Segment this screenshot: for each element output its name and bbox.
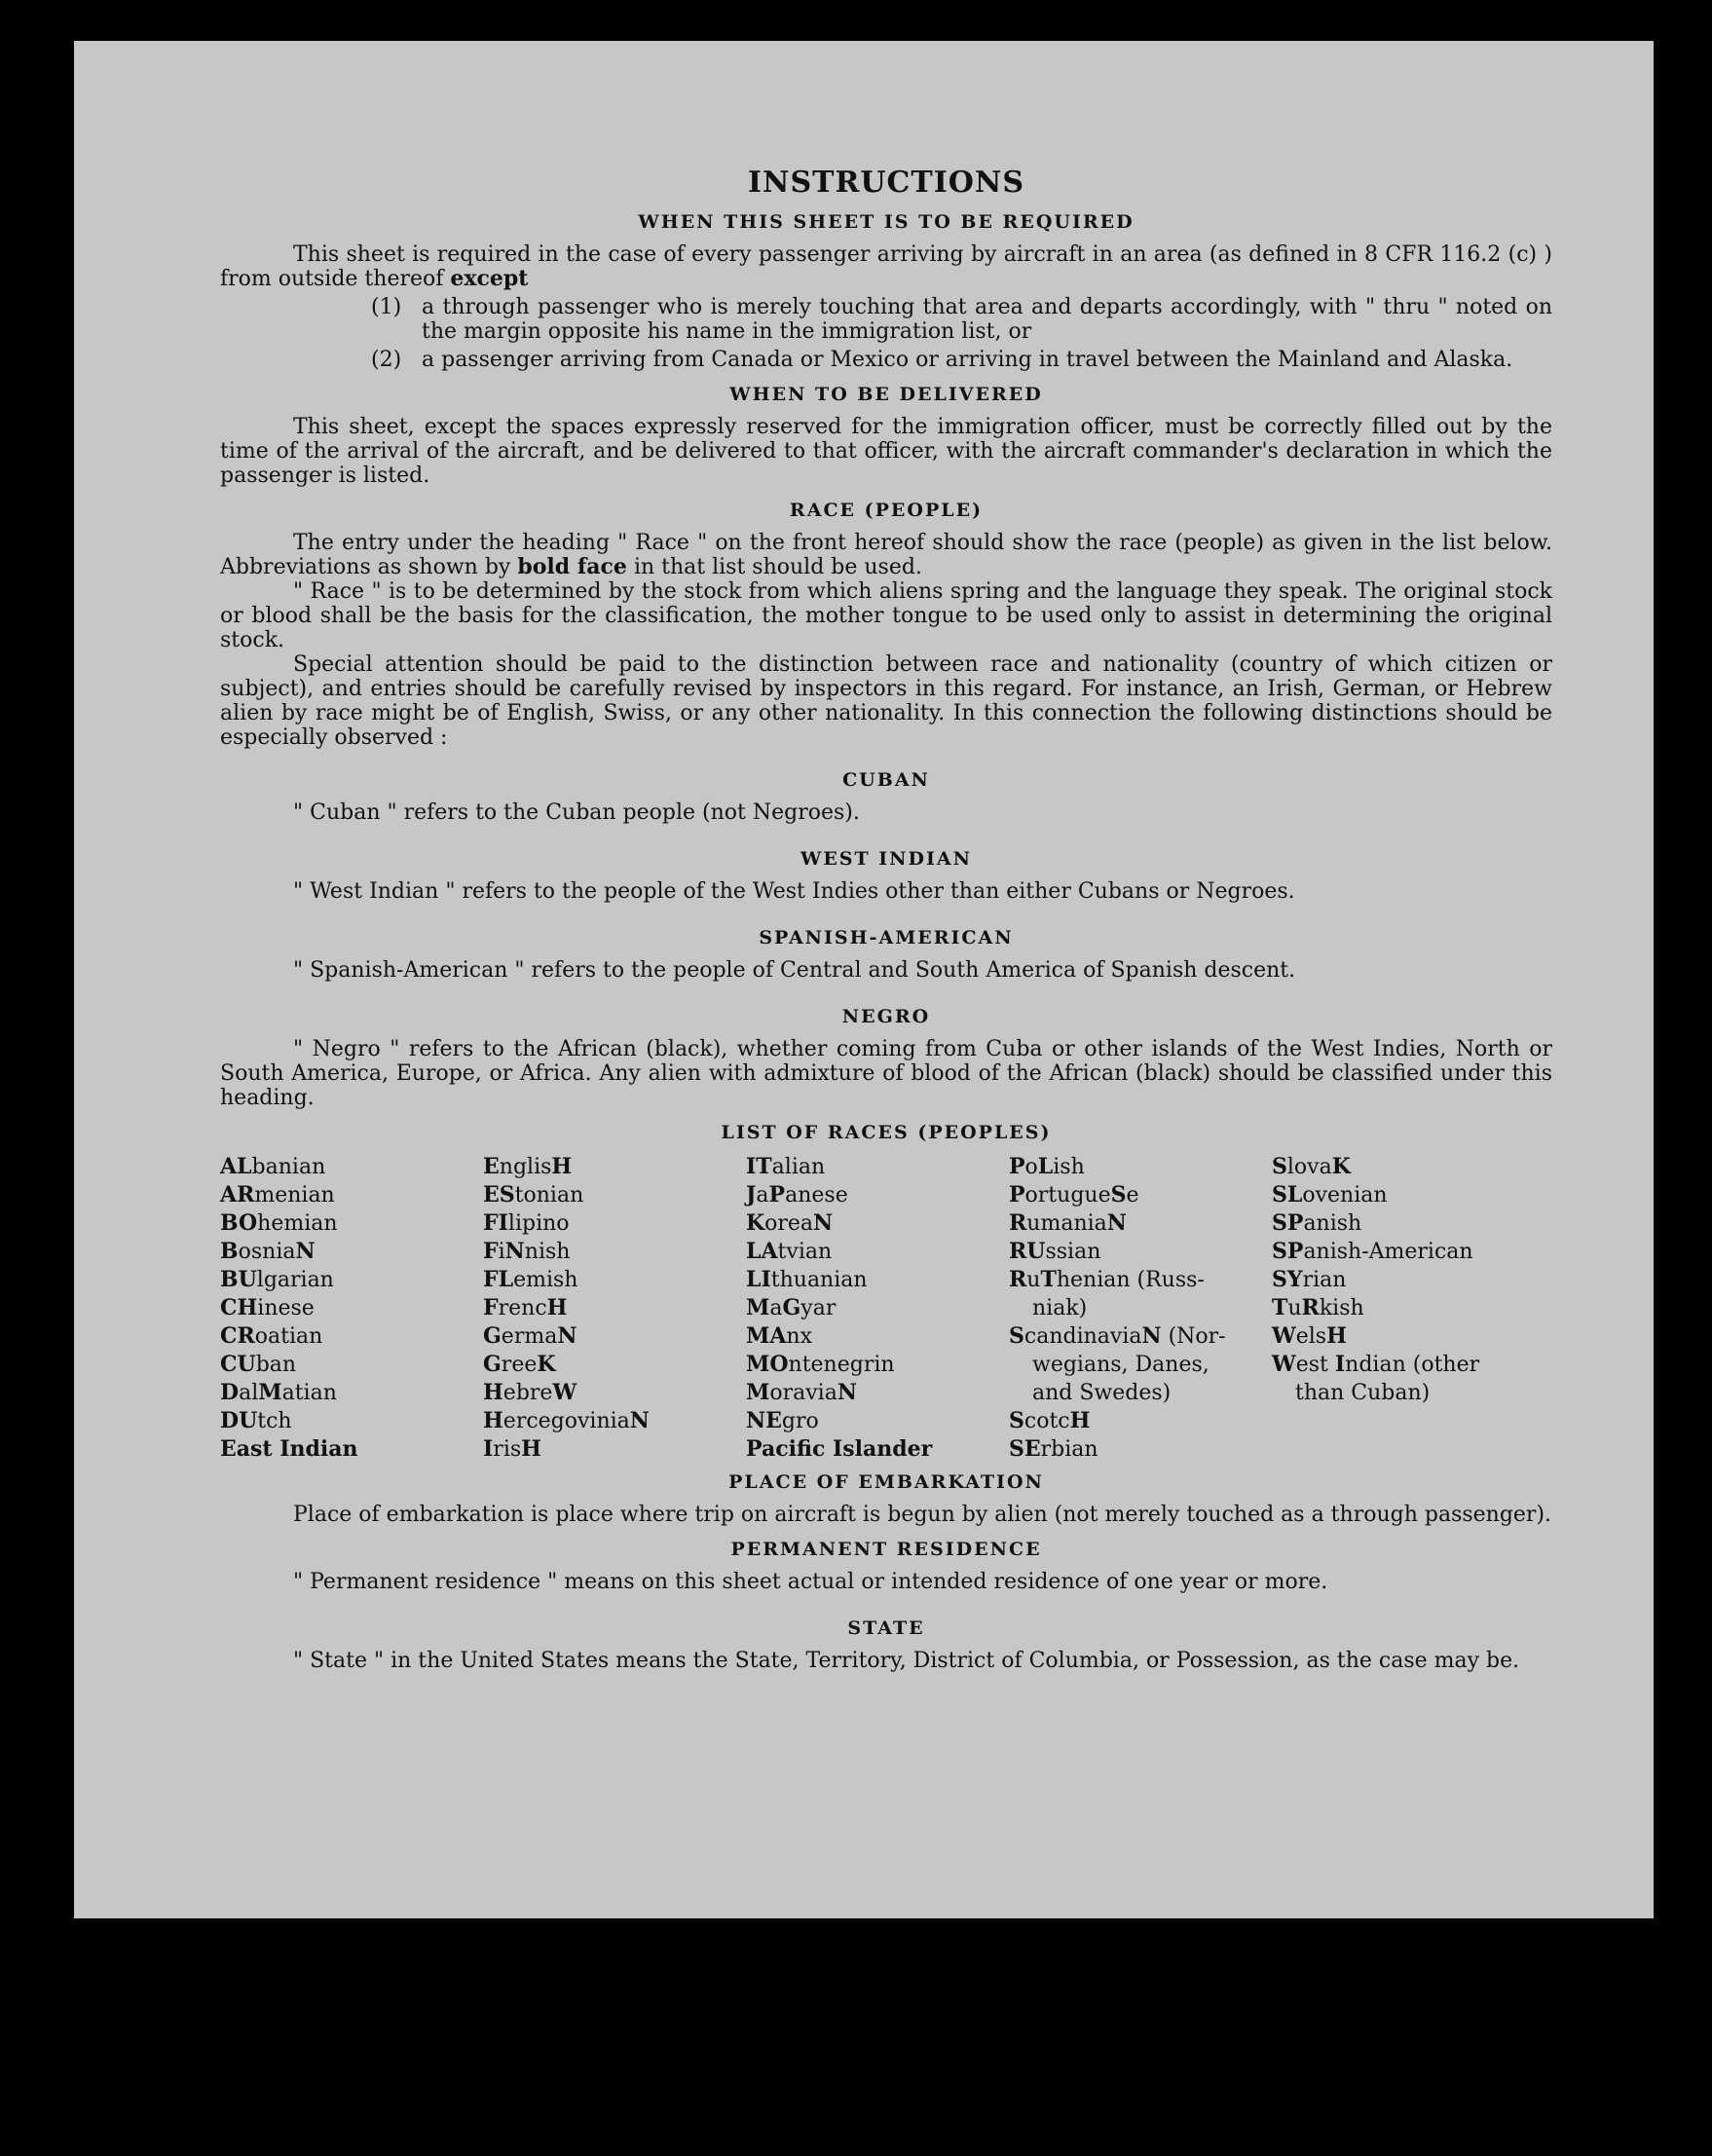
race-entry: BosniaN [220,1239,316,1264]
paragraph-cuban: " Cuban " refers to the Cuban people (not Negroes). [293,800,860,825]
race-entry: LAtvian [746,1239,833,1264]
paragraph-spanish-american: " Spanish-American " refers to the people of Central and South America of Spanish descent. [293,958,1296,983]
race-entry: ITalian [746,1154,826,1179]
races-list [220,1153,1552,1464]
heading-residence: PERMANENT RESIDENCE [730,1539,1042,1560]
race-entry: FIlipino [483,1210,570,1236]
race-entry: SYrian [1272,1267,1347,1292]
heading-embarkation: PLACE OF EMBARKATION [728,1471,1044,1493]
heading-spanish-american: SPANISH-AMERICAN [759,927,1014,948]
paragraph-race-3: Special attention should be paid to the distinction between race and nationality (country of which citizen or subject), and entries should be carefully revised by inspectors in this regard. For instance, an Irish, German, or Hebrew alien by race might be of English, Swiss, or any other nationality. In this connection the following distinctions should be especially observed : [220,652,1552,750]
heading-cuban: CUBAN [842,769,930,791]
paragraph-state: " State " in the United States means the State, Territory, District of Columbia, or Possession, as the case may be. [293,1649,1520,1673]
document-sheet [74,41,1654,1918]
race-entry: MAnx [746,1323,812,1349]
race-entry: RuThenian (Russ- [1009,1267,1205,1292]
race-entry: than Cuban) [1295,1381,1431,1405]
race-entry: SLovenian [1272,1182,1388,1208]
races-column [1272,1153,1535,1464]
races-column [220,1153,483,1464]
heading-race: RACE (PEOPLE) [789,500,984,521]
heading-list-of-races: LIST OF RACES (PEOPLES) [721,1122,1052,1143]
race-entry: ARmenian [220,1182,335,1208]
race-entry: ALbanian [220,1154,326,1179]
race-entry: DalMatian [220,1380,337,1405]
races-column [483,1153,746,1464]
race-entry: RUssian [1009,1239,1101,1264]
instructions-content [220,166,1552,1673]
paragraph-race-1: The entry under the heading " Race " on the front hereof should show the race (people) as given in the list below. Abbreviations as shown by bold face in that list should be used. [220,531,1552,579]
heading-state: STATE [847,1617,925,1639]
race-entry: SPanish [1272,1210,1362,1236]
race-entry: FLemish [483,1267,578,1292]
race-entry: LIthuanian [746,1267,868,1292]
race-entry: CRoatian [220,1323,323,1349]
list-item: (1) a through passenger who is merely touching that area and departs accordingly, with " thru " noted on the margin opposite his name in the immigration list, or [371,295,1552,344]
race-entry: NEgro [746,1408,819,1433]
paragraph-embarkation: Place of embarkation is place where trip on aircraft is begun by alien (not merely touched as a through passenger). [293,1503,1552,1527]
paragraph-race-2: " Race " is to be determined by the stock from which aliens spring and the language they speak. The original stock or blood shall be the basis for the classification, the mother tongue to be used only to assist in determining the original stock. [220,579,1552,652]
paragraph-required: This sheet is required in the case of every passenger arriving by aircraft in an area (as defined in 8 CFR 116.2 (c) ) from outside thereof except [220,242,1552,291]
race-entry: CHinese [220,1295,315,1320]
paragraph-delivered: This sheet, except the spaces expressly reserved for the immigration officer, must be correctly filled out by the time of the arrival of the aircraft, and be delivered to that officer, with the aircraft commander's declaration in which the passenger is listed. [220,415,1552,488]
race-entry: EnglisH [483,1154,573,1179]
race-entry: RumaniaN [1009,1210,1127,1236]
paragraph-negro: " Negro " refers to the African (black), whether coming from Cuba or other islands of the West Indies, North or South America, Europe, or Africa. Any alien with admixture of blood of the African (black) should be classified under this heading. [220,1037,1552,1110]
race-entry: MaGyar [746,1295,837,1320]
race-entry: SErbian [1009,1436,1098,1462]
race-entry: BOhemian [220,1210,338,1236]
race-entry: JaPanese [746,1182,848,1208]
heading-delivered: WHEN TO BE DELIVERED [729,384,1043,405]
list-item: (2) a passenger arriving from Canada or Mexico or arriving in travel between the Mainland and Alaska. [371,348,1513,372]
race-entry: SPanish-American [1272,1239,1473,1264]
race-entry: FiNnish [483,1239,571,1264]
races-column [1009,1153,1272,1464]
heading-required: WHEN THIS SHEET IS TO BE REQUIRED [638,211,1135,233]
heading-west-indian: WEST INDIAN [800,848,973,870]
heading-negro: NEGRO [841,1006,931,1027]
races-column [746,1153,1009,1464]
race-entry: MOntenegrin [746,1352,895,1377]
race-entry: niak) [1032,1296,1088,1320]
document-title: INSTRUCTIONS [748,166,1024,200]
race-entry: IrisH [483,1436,541,1462]
race-entry: MoraviaN [746,1380,857,1405]
race-entry: GreeK [483,1352,556,1377]
paragraph-residence: " Permanent residence " means on this sheet actual or intended residence of one year or more. [293,1570,1328,1594]
race-entry: ScandinaviaN (Nor- [1009,1323,1226,1349]
race-entry: West Indian (other [1272,1352,1480,1377]
race-entry: PoLish [1009,1154,1085,1179]
race-entry: BUlgarian [220,1267,334,1292]
race-entry: Pacific Islander [746,1436,933,1462]
race-entry: DUtch [220,1408,292,1433]
race-entry: KoreaN [746,1210,834,1236]
race-entry: CUban [220,1352,297,1377]
paragraph-west-indian: " West Indian " refers to the people of the West Indies other than either Cubans or Negroes. [293,879,1295,904]
race-entry: HercegoviniaN [483,1408,650,1433]
race-entry: wegians, Danes, [1032,1353,1210,1377]
race-entry: GermaN [483,1323,577,1349]
race-entry: HebreW [483,1380,577,1405]
race-entry: WelsH [1272,1323,1347,1349]
race-entry: SlovaK [1272,1154,1351,1179]
race-entry: FrencH [483,1295,568,1320]
race-entry: East Indian [220,1436,358,1462]
race-entry: TuRkish [1272,1295,1364,1320]
race-entry: EStonian [483,1182,584,1208]
race-entry: and Swedes) [1032,1381,1172,1405]
race-entry: ScotcH [1009,1408,1091,1433]
race-entry: PortugueSe [1009,1182,1139,1208]
